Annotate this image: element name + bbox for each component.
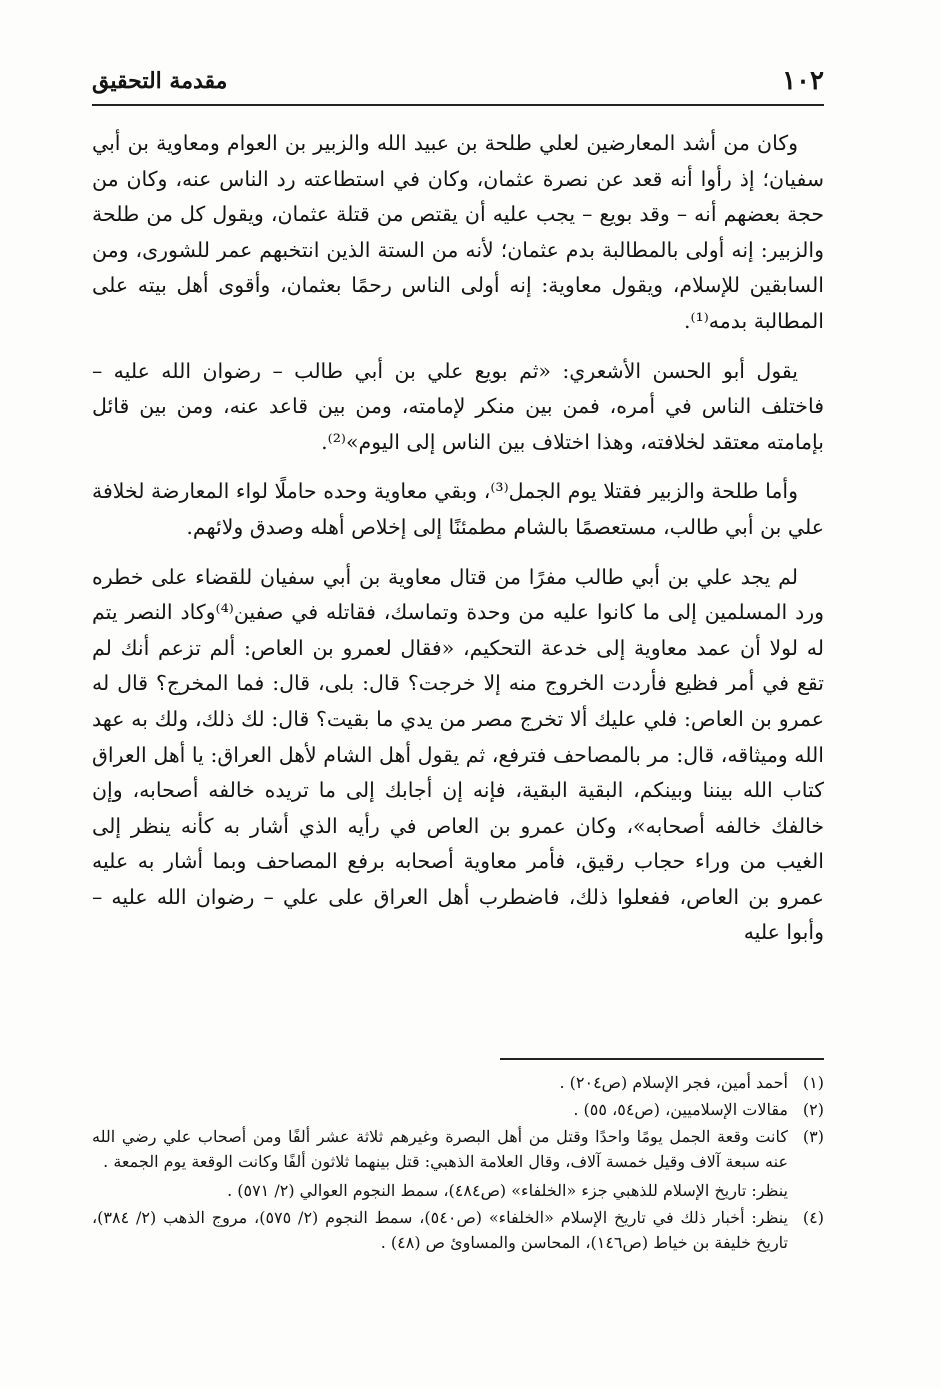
header-divider bbox=[92, 104, 824, 106]
footnote-number: (٣) bbox=[802, 1127, 824, 1146]
footnote bbox=[92, 1070, 824, 1095]
footnote bbox=[92, 1205, 824, 1255]
footnote-reference: ينظر: تاريخ الإسلام للذهبي جزء «الخلفاء» (ص٤٨٤)، سمط النجوم العوالي (٢/ ٥٧١) . bbox=[227, 1181, 788, 1200]
footnote-text: مقالات الإسلاميين، (ص٥٤، ٥٥) . bbox=[573, 1100, 788, 1119]
footnote-divider bbox=[500, 1058, 824, 1060]
footnote-text: كانت وقعة الجمل يومًا واحدًا وقتل من أهل البصرة وغيرهم ثلاثة عشر ألفًا ومن أصحاب علي رضي الله عنه سبعة آلاف وقيل خمسة آلاف، وقال العلامة الذهبي: قتل بينهما ثلاثون ألفًا وكانت الوقعة يوم الجمعة . bbox=[92, 1127, 788, 1171]
running-title: مقدمة التحقيق bbox=[92, 68, 228, 94]
footnote-number: (٢) bbox=[802, 1100, 824, 1119]
main-text bbox=[92, 126, 824, 965]
footnotes bbox=[92, 1070, 824, 1257]
footnote-text: ينظر: أخبار ذلك في تاريخ الإسلام «الخلفاء» (ص٥٤٠)، سمط النجوم (٢/ ٥٧٥)، مروج الذهب (٢/ ٣٨٤)، تاريخ خليفة بن خياط (ص١٤٦)، المحاسن والمساوئ ص (٤٨) . bbox=[92, 1208, 788, 1252]
footnote bbox=[92, 1124, 824, 1174]
paragraph: وكان من أشد المعارضين لعلي طلحة بن عبيد الله والزبير بن العوام ومعاوية بن أبي سفيان؛ إذ رأوا أنه قعد عن نصرة عثمان، وكان في استطاعته رد الناس عنه، وكان من حجة بعضهم أنه – وقد بويع – يجب عليه أن يقتص من قتلة عثمان، ويقول كل من طلحة والزبير: إنه أولى بالمطالبة بدم عثمان؛ لأنه من الستة الذين انتخبهم عمر للشورى، ومن السابقين للإسلام، ويقول معاوية: إنه أولى الناس رحمًا بعثمان، وأقوى أهل بيته على المطالبة بدمه⁽¹⁾. bbox=[92, 131, 824, 333]
footnote bbox=[92, 1097, 824, 1122]
paragraph: لم يجد علي بن أبي طالب مفرًا من قتال معاوية بن أبي سفيان للقضاء على خطره ورد المسلمين إلى ما كانوا عليه من وحدة وتماسك، فقاتله في صفين⁽⁴⁾وكاد النصر يتم له لولا أن عمد معاوية إلى خدعة التحكيم، «فقال لعمرو بن العاص: ألم تزعم أنك لم تقع في أمر فظيع فأردت الخروج منه إلا خرجت؟ قال: بلى، قال: فما المخرج؟ قال له عمرو بن العاص: فلي عليك ألا تخرج مصر من يدي ما بقيت؟ قال: لك ذلك، ولك به عهد الله وميثاقه، قال: مر بالمصاحف فترفع، ثم يقول أهل الشام لأهل العراق: يا أهل العراق كتاب الله بيننا وبينكم، البقية البقية، فإنه إن أجابك إلى ما تريده خالفه أصحابه، وإن خالفك خالفه أصحابه»، وكان عمرو بن العاص في رأيه الذي أشار به كأنه ينظر إلى الغيب من وراء حجاب رقيق، فأمر معاوية أصحابه برفع المصاحف وبما أشار به عليه عمرو بن العاص، ففعلوا ذلك، فاضطرب أهل العراق على علي – رضوان الله عليه – وأبوا عليه bbox=[92, 564, 825, 945]
page-number: ١٠٢ bbox=[782, 66, 824, 96]
footnote-text: أحمد أمين، فجر الإسلام (ص٢٠٤) . bbox=[559, 1073, 788, 1092]
paragraph: وأما طلحة والزبير فقتلا يوم الجمل⁽³⁾، وبقي معاوية وحده حاملًا لواء المعارضة لخلافة علي بن أبي طالب، مستعصمًا بالشام مطمئنًا إلى إخلاص أهله وصدق ولائهم. bbox=[92, 479, 824, 539]
page-header bbox=[92, 62, 824, 102]
paragraph: يقول أبو الحسن الأشعري: «ثم بويع علي بن أبي طالب – رضوان الله عليه – فاختلف الناس في أمره، فمن بين منكر لإمامته، ومن بين قاعد عنه، ومن بين قائل بإمامته معتقد لخلافته، وهذا اختلاف بين الناس إلى اليوم»⁽²⁾. bbox=[92, 358, 824, 454]
footnote-number: (١) bbox=[802, 1073, 824, 1092]
footnote-number: (٤) bbox=[802, 1208, 824, 1227]
